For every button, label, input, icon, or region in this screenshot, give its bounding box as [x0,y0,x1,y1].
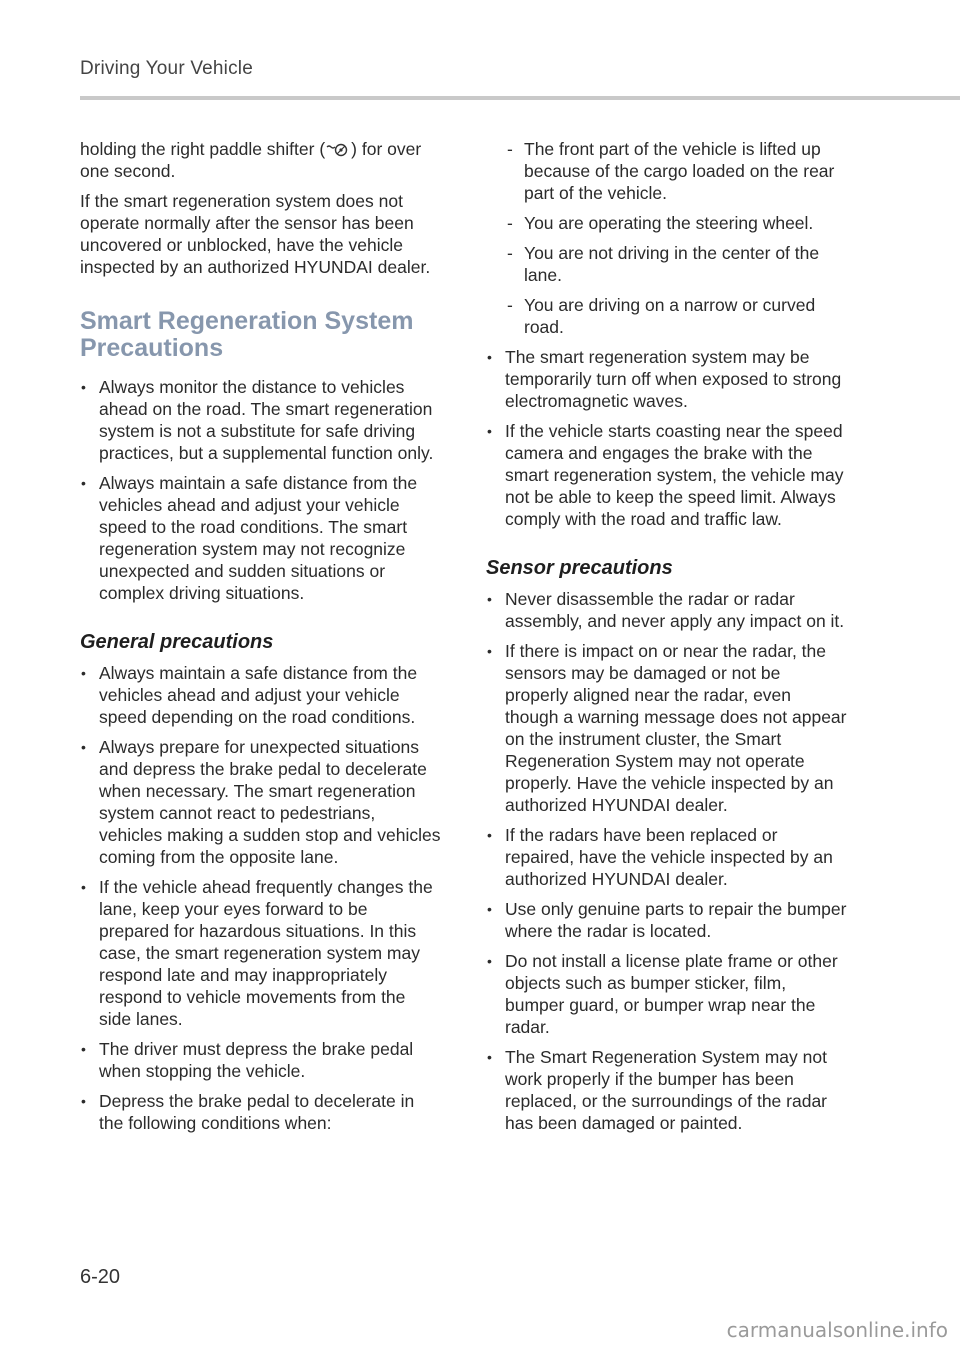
section-title-line1: Smart Regeneration System [80,307,414,335]
left-column [80,138,442,1142]
intro-text-end: ) for over one second. [80,139,422,181]
list-item: - You are operating the steering wheel. [505,212,848,234]
watermark: carmanualsonline.info [726,1318,948,1342]
section-title-line2: Precautions [80,334,224,362]
list-item: • Always maintain a safe distance from the vehicles ahead and adjust your vehicle speed to the road conditions. The smart regeneration system may not recognize unexpected and sudden situations or complex driving situations. [80,472,442,604]
general-precautions-continued-list [486,346,848,530]
section-bullet-list [80,376,442,604]
list-item: • If the radars have been replaced or repaired, have the vehicle inspected by an authorized HYUNDAI dealer. [486,824,848,890]
list-item: • Always monitor the distance to vehicles ahead on the road. The smart regeneration system is not a substitute for safe driving practices, but a supplemental function only. [80,376,442,464]
section-title [80,308,442,362]
paddle-shifter-icon [325,141,351,157]
list-item: • Depress the brake pedal to decelerate in the following conditions when: [80,1090,442,1134]
list-item: - The front part of the vehicle is lifted up because of the cargo loaded on the rear part of the vehicle. [505,138,848,204]
intro-text-start: holding the right paddle shifter ( [80,139,326,159]
list-item: • Always maintain a safe distance from the vehicles ahead and adjust your vehicle speed depending on the road conditions. [80,662,442,728]
list-item: • If the vehicle ahead frequently changes the lane, keep your eyes forward to be prepared for hazardous situations. In this case, the smart regeneration system may respond late and may inappropriately respond to vehicle movements from the side lanes. [80,876,442,1030]
general-precautions-title: General precautions [80,631,274,653]
brake-conditions-list [486,138,848,338]
list-item: • Never disassemble the radar or radar assembly, and never apply any impact on it. [486,588,848,632]
sensor-precautions-title: Sensor precautions [486,557,673,579]
list-item: • The smart regeneration system may be temporarily turn off when exposed to strong electromagnetic waves. [486,346,848,412]
page-number: 6-20 [80,1266,121,1288]
general-precautions-list [80,662,442,1134]
list-item: • The driver must depress the brake pedal when stopping the vehicle. [80,1038,442,1082]
sensor-precautions-list [486,588,848,1134]
list-item: • Always prepare for unexpected situations and depress the brake pedal to decelerate when necessary. The smart regeneration system cannot react to pedestrians, vehicles making a sudden stop and vehicles coming from the opposite lane. [80,736,442,868]
list-item: • Use only genuine parts to repair the bumper where the radar is located. [486,898,848,942]
intro-paragraph [80,138,442,182]
list-item: - You are not driving in the center of the lane. [505,242,848,286]
right-column [486,138,848,1142]
list-item: • If the vehicle starts coasting near the speed camera and engages the brake with the smart regeneration system, the vehicle may not be able to keep the speed limit. Always comply with the road and traffic law. [486,420,848,530]
list-item: • The Smart Regeneration System may not work properly if the bumper has been replaced, or the surroundings of the radar has been damaged or painted. [486,1046,848,1134]
header-divider [80,96,960,100]
dealer-paragraph: If the smart regeneration system does not operate normally after the sensor has been uncovered or unblocked, have the vehicle inspected by an authorized HYUNDAI dealer. [80,191,431,277]
list-item: - You are driving on a narrow or curved road. [505,294,848,338]
page-header-title: Driving Your Vehicle [80,58,253,79]
list-item: • Do not install a license plate frame or other objects such as bumper sticker, film, bumper guard, or bumper wrap near the radar. [486,950,848,1038]
list-item: • If there is impact on or near the radar, the sensors may be damaged or not be properly aligned near the radar, even though a warning message does not appear on the instrument cluster, the Smart Regeneration System may not operate properly. Have the vehicle inspected by an authorized HYUNDAI dealer. [486,640,848,816]
